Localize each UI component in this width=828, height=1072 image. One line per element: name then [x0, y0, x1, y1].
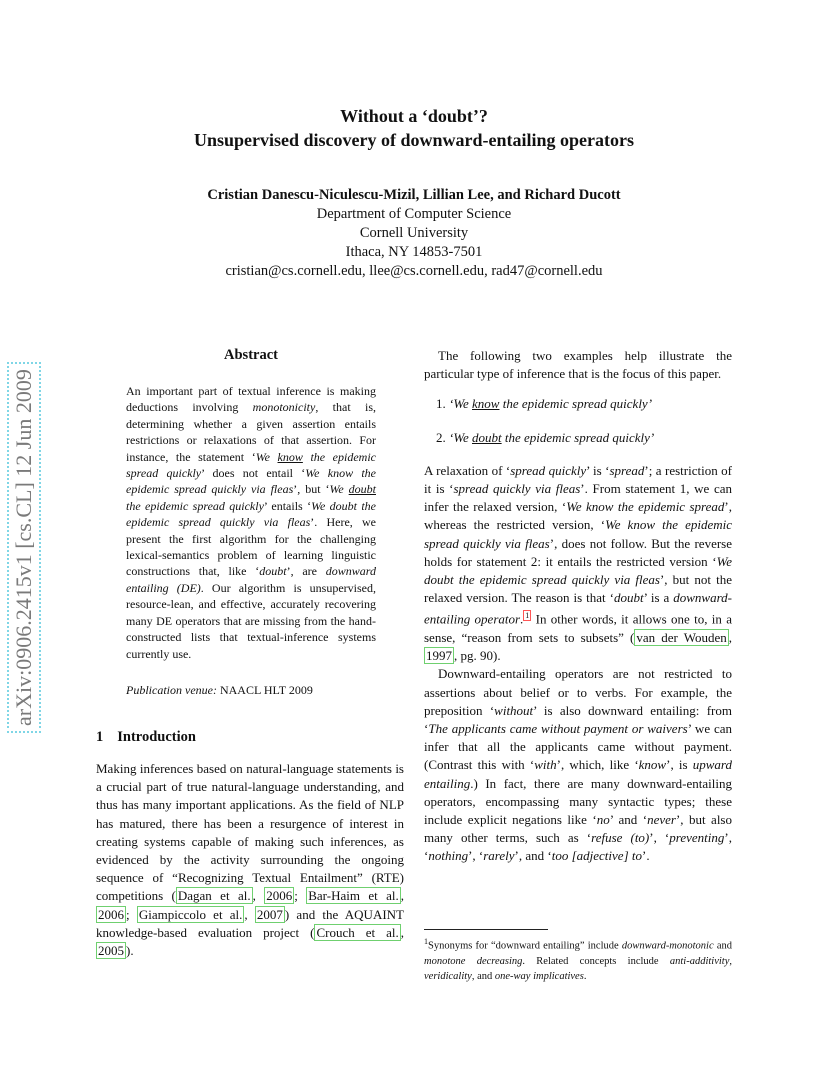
text: veridicality: [424, 971, 472, 983]
text: ’ entails ‘: [263, 498, 312, 513]
text: ’, but not the relaxed version. The reason is that ‘: [424, 572, 732, 606]
text: .) In fact, there are many downward-entailing operators, encompassing many syntactic types; these include explicit negations like ‘: [424, 775, 732, 827]
author-emails: cristian@cs.cornell.edu, llee@cs.cornell.edu, rad47@cornell.edu: [225, 263, 603, 279]
text: downward-monotonic: [621, 940, 714, 952]
text: one-way implicatives: [494, 971, 584, 983]
text: , and: [471, 971, 495, 983]
text: ’, whereas the restricted version, ‘: [424, 499, 732, 533]
text: nothing: [428, 848, 469, 864]
text: ’ does not entail ‘: [201, 466, 306, 481]
de-operators-paragraph: [424, 665, 732, 865]
footnote: [424, 934, 732, 985]
affiliation-univ: Cornell University: [359, 225, 469, 241]
citation-link[interactable]: van der Wouden: [636, 629, 727, 645]
text: In other words, it allows one to, in a sense, “reason from sets to subsets” (: [424, 611, 732, 645]
citation-link[interactable]: Giampiccolo et al.: [138, 906, 243, 922]
text: An important part of textual inference is making deductions involving: [126, 384, 376, 415]
text: We: [329, 482, 349, 497]
text: know: [277, 449, 303, 464]
right-intro: The following two examples help illustrate the particular type of inference that is the focus of this paper.: [424, 348, 732, 382]
text: We know the epidemic spread: [566, 499, 725, 515]
text: Synonyms for “downward entailing” include: [428, 940, 622, 952]
text: Introduction: [117, 729, 196, 745]
citation-link[interactable]: 2007: [256, 906, 283, 922]
text: ’, are: [286, 564, 326, 579]
text: ’ is ‘: [586, 462, 610, 478]
paper-title: [0, 104, 828, 152]
text: ’ and ‘: [609, 812, 648, 827]
text: anti-additivity: [669, 955, 730, 967]
text: .: [520, 611, 524, 627]
text: NAACL HLT 2009: [216, 683, 313, 697]
citation-link[interactable]: 1997: [426, 648, 452, 664]
publication-venue: [126, 683, 376, 698]
text: monotone decreasing: [424, 955, 523, 967]
text: ’ is also downward entailing: from ‘: [424, 702, 732, 736]
text: ’ we can infer that all the applicants came without payment. (Contrast this with ‘: [424, 720, 733, 773]
text: The applicants came without payment or waivers: [428, 720, 688, 736]
text: 1: [96, 729, 104, 745]
text: know: [472, 396, 500, 412]
arxiv-stamp: arXiv:0906.2415v1 [cs.CL] 12 Jun 2009: [7, 362, 41, 733]
relaxation-paragraph: [424, 462, 732, 666]
text: ,: [252, 888, 265, 904]
text: ’, ‘: [649, 830, 670, 846]
text: ’, does not follow. But the reverse holds for statement 2: it entails the restricted version ‘: [424, 535, 733, 569]
example-1: [436, 395, 732, 413]
text: without: [494, 702, 534, 718]
text: ,: [400, 888, 404, 904]
example-list: [436, 395, 732, 446]
author-names: Cristian Danescu-Niculescu-Mizil, Lillian Lee, and Richard Ducott: [207, 187, 621, 203]
text: spread: [609, 462, 645, 478]
title-line-2: Unsupervised discovery of downward-entailing operators: [194, 130, 634, 150]
text: ’, but ‘: [293, 482, 330, 497]
text: A relaxation of ‘: [424, 462, 511, 478]
abstract-body: [126, 383, 376, 662]
title-line-1: Without a ‘doubt’?: [340, 106, 488, 126]
text: Publication venue:: [126, 683, 217, 697]
text: ’. Here, we present the first algorithm for the challenging lexical-semantics problem of learning linguistic constructions that, like ‘: [126, 515, 376, 579]
citation-link[interactable]: Crouch et al.: [316, 924, 399, 940]
text: We know the epidemic spread quickly via fleas: [126, 466, 376, 497]
text: no: [596, 812, 610, 827]
text: We know the epidemic spread quickly via fleas: [424, 517, 732, 551]
section-heading: [96, 729, 196, 746]
text: 2.: [436, 429, 446, 445]
text: refuse (to): [591, 830, 650, 846]
text: with: [534, 757, 557, 773]
text: . Related concepts include: [522, 955, 670, 967]
text: too [adjective] to: [551, 848, 642, 864]
text: upward entailing: [424, 757, 733, 791]
text: ’. From statement 1, we can infer the relaxed version, ‘: [424, 481, 732, 515]
text: ‘We: [449, 429, 472, 445]
citation-link[interactable]: 2006: [266, 888, 293, 904]
text: doubt: [472, 429, 502, 445]
text: 1.: [436, 396, 446, 412]
text: never: [647, 812, 676, 827]
citation-link[interactable]: Dagan et al.: [177, 888, 251, 904]
text: ) and the AQUAINT knowledge-based evaluation project (: [96, 906, 404, 940]
citation-link[interactable]: Bar-Haim et al.: [308, 888, 399, 904]
right-column: [424, 347, 732, 866]
text: .: [583, 971, 587, 983]
footnote-rule: [424, 929, 548, 930]
text: ’ is a: [643, 590, 674, 606]
text: We doubt the epidemic spread quickly via fleas: [424, 553, 732, 588]
text: We doubt the epidemic spread quickly via fleas: [126, 498, 376, 530]
citation-link[interactable]: 2005: [98, 943, 124, 959]
abstract-heading: Abstract: [224, 347, 278, 363]
text: ’, ‘: [468, 848, 484, 864]
text: spread quickly: [510, 462, 587, 478]
text: [449, 430, 654, 445]
text: ,: [244, 906, 255, 922]
text: ’.: [642, 848, 650, 864]
text: preventing: [669, 830, 725, 846]
author-block: [0, 186, 828, 281]
text: the epidemic spread quickly’: [499, 396, 653, 412]
intro-paragraph: [96, 760, 404, 960]
text: the epidemic spread quickly’: [501, 429, 655, 445]
text: and: [713, 940, 732, 952]
text: [449, 396, 652, 411]
text: ’, which, like ‘: [556, 757, 639, 773]
text: We: [255, 449, 278, 464]
text: ;: [126, 906, 137, 922]
text: ’, but also many other terms, such as ‘: [424, 812, 732, 846]
example-2: [436, 429, 732, 447]
text: know: [638, 757, 667, 773]
text: ’; a restriction of it is ‘: [424, 462, 733, 497]
text: doubt: [259, 564, 287, 579]
text: monotonicity: [252, 400, 316, 415]
affiliation-address: Ithaca, NY 14853-7501: [345, 244, 483, 260]
text: downward-entailing operator: [424, 590, 732, 627]
text: ‘We: [449, 396, 472, 412]
text: doubt: [348, 482, 376, 497]
text: ’, is: [666, 757, 693, 773]
text: ’, and ‘: [514, 848, 552, 864]
text: Making inferences based on natural-language statements is a crucial part of true natural-language understanding, and thus has many important applications. As the field of NLP has matured, there has been a resurgence of interest in creating systems capable of making such inferences, as evidenced by the activity surrounding the ongoing sequence of “Recognizing Textual Entailment” (RTE) competitions (: [96, 761, 404, 904]
text: . Our algorithm is unsupervised, resource-lean, and effective, accurately recovering many DE operators that are missing from the hand-constructed lists that textual-inference systems currently use.: [126, 580, 376, 661]
text: ).: [126, 943, 134, 959]
text: the epidemic spread quickly: [126, 449, 376, 481]
text: , that is, determining whether a given assertion entails restrictions or relaxations of that assertion. For instance, the statement ‘: [126, 400, 376, 464]
text: 1: [424, 937, 428, 946]
footnote-link[interactable]: 1: [525, 611, 530, 621]
text: downward entailing (DE): [126, 564, 376, 595]
text: ,: [728, 629, 732, 645]
text: ,: [400, 924, 404, 940]
citation-link[interactable]: 2006: [98, 906, 124, 922]
text: doubt: [613, 590, 644, 606]
text: the epidemic spread quickly: [126, 498, 264, 513]
text: ’, ‘: [424, 830, 732, 864]
text: Downward-entailing operators are not restricted to assertions about belief or to verbs. For example, the preposition ‘: [424, 666, 732, 718]
text: , pg. 90).: [454, 648, 501, 664]
text: ;: [294, 888, 307, 904]
affiliation-dept: Department of Computer Science: [316, 206, 512, 222]
text: spread quickly via fleas: [453, 481, 581, 497]
text: rarely: [483, 848, 515, 864]
text: ,: [729, 955, 732, 967]
